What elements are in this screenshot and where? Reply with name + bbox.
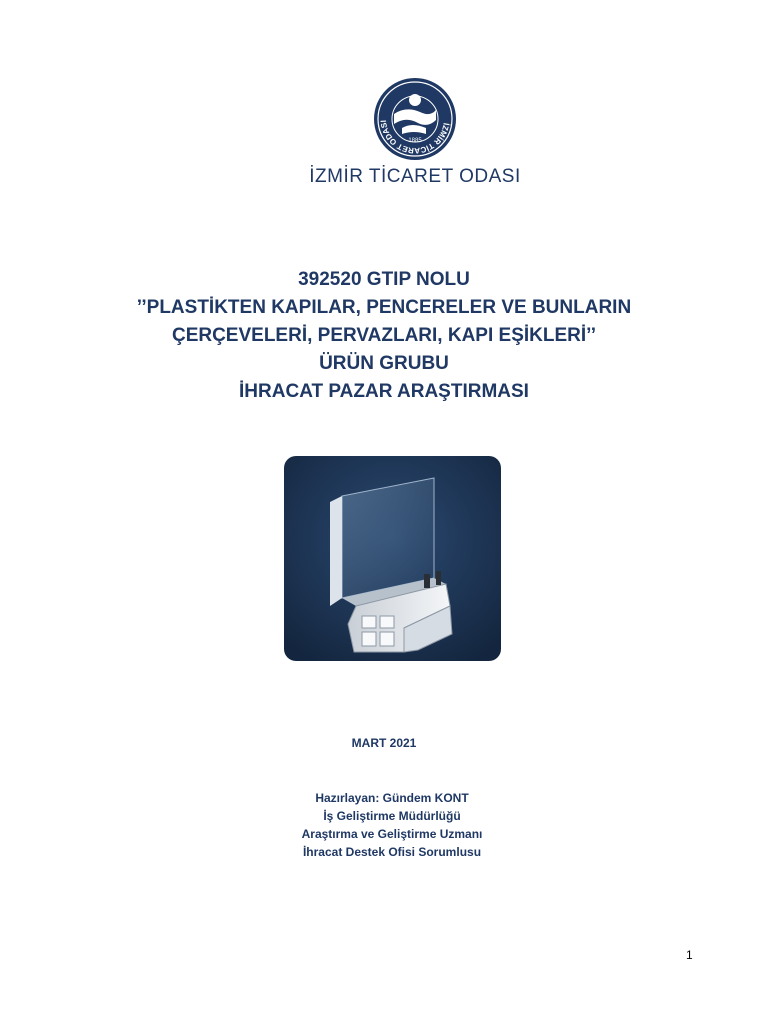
author-role: Araştırma ve Geliştirme Uzmanı bbox=[301, 827, 483, 841]
page-number: 1 bbox=[686, 948, 693, 962]
author-office: İhracat Destek Ofisi Sorumlusu bbox=[302, 845, 482, 859]
prepared-by: Hazırlayan: Gündem KONT bbox=[315, 791, 469, 805]
organization-name: İZMİR TİCARET ODASI bbox=[309, 166, 521, 187]
title-line-research: İHRACAT PAZAR ARAŞTIRMASI bbox=[239, 381, 529, 402]
organization-logo bbox=[300, 70, 530, 200]
document-title bbox=[84, 266, 684, 406]
pvc-window-profile-icon bbox=[284, 456, 501, 661]
title-line-group: ÜRÜN GRUBU bbox=[319, 353, 449, 374]
izmir-chamber-badge-icon bbox=[372, 76, 458, 162]
title-line-product-2: ÇERÇEVELERİ, PERVAZLARI, KAPI EŞİKLERİ’’ bbox=[171, 325, 597, 346]
title-line-product-1: ’’PLASTİKTEN KAPILAR, PENCERELER VE BUNLARIN bbox=[136, 297, 632, 318]
author-department: İş Geliştirme Müdürlüğü bbox=[323, 809, 461, 823]
badge-ring-text: İZMİR TİCARET ODASI bbox=[379, 119, 451, 156]
product-image bbox=[284, 456, 501, 661]
author-info bbox=[0, 789, 768, 861]
badge-year: 1885 bbox=[408, 138, 422, 144]
publication-date: MART 2021 bbox=[351, 736, 417, 750]
title-line-gtip: 392520 GTIP NOLU bbox=[298, 269, 470, 290]
